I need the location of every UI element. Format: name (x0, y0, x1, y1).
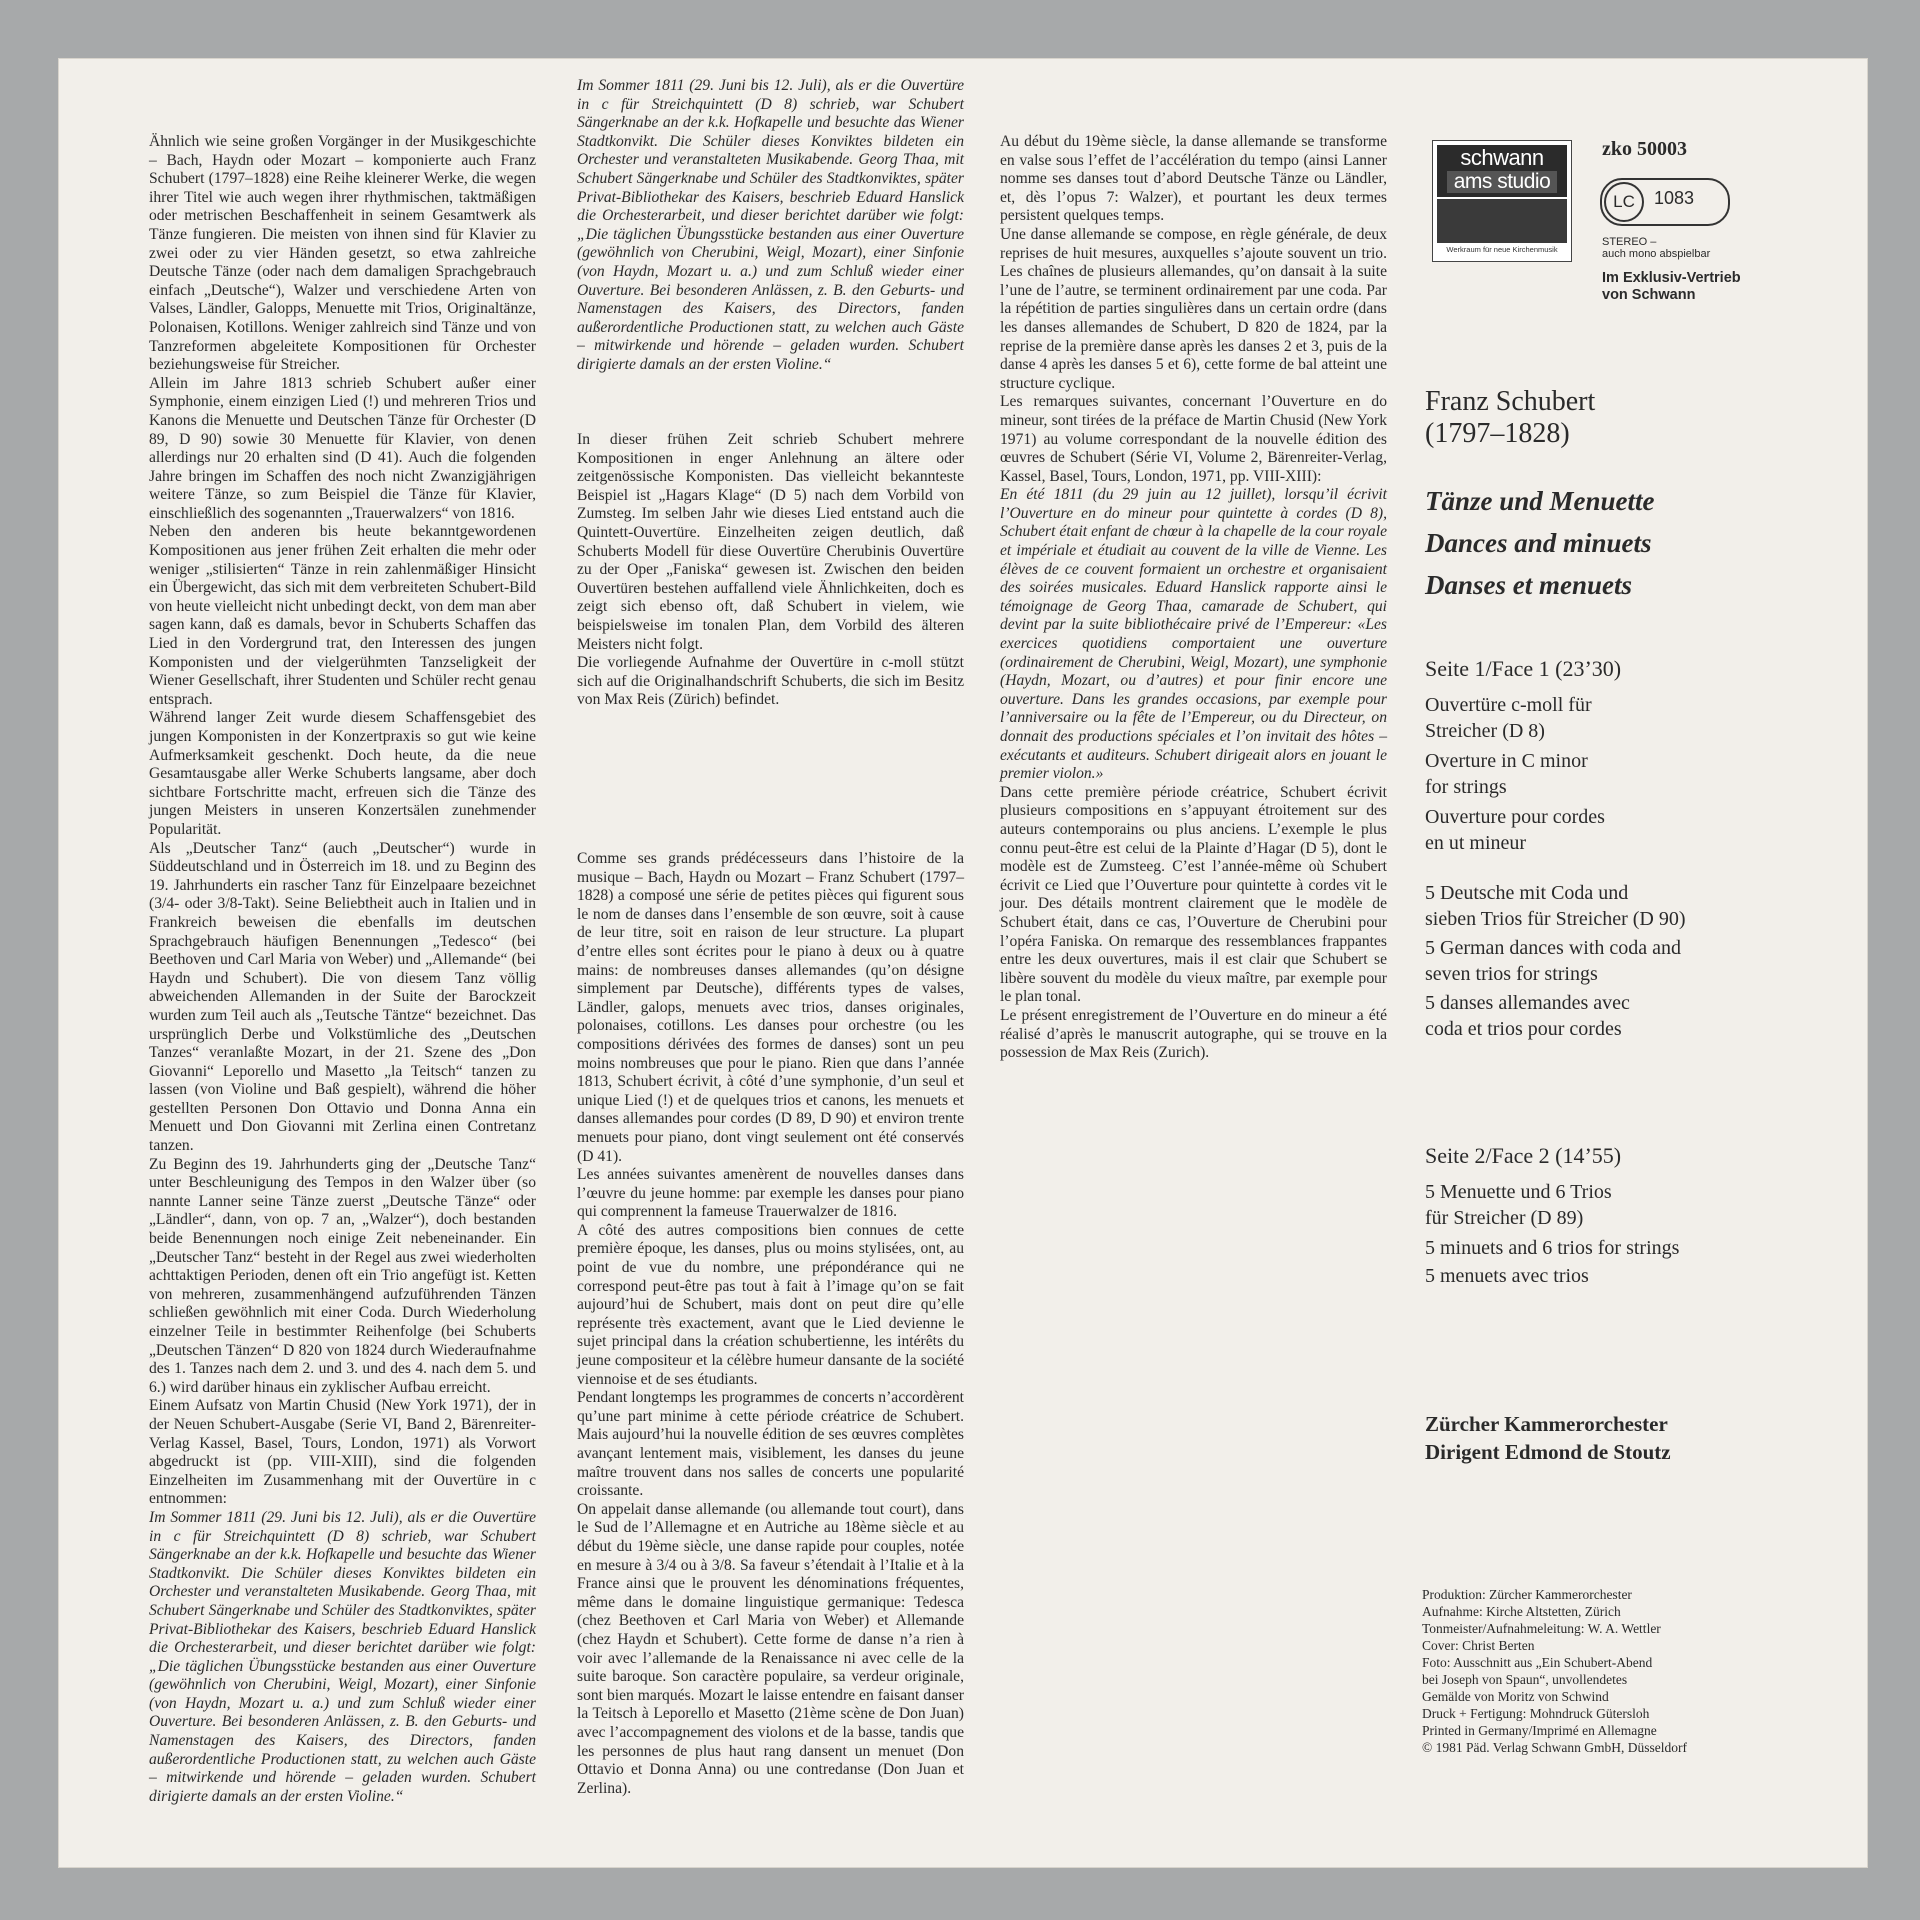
stereo-line-2: auch mono abspielbar (1602, 248, 1711, 260)
german-paragraph: Ähnlich wie seine großen Vorgänger in der Musikgeschichte – Bach, Haydn oder Mozart – komponierte auch Franz Schubert (1797–1828) eine Reihe kleinerer Werke, die wegen ihrer Titel wie auch wegen ihrer rhythmischen, taktmäßigen oder metrischen Beschaffenheit in seinem Gesamtwerk als Tänze fungieren. Die meisten von ihnen sind für Klavier zu zwei oder zu vier Händen gesetzt, so etwa zahlreiche Deutsche Tänze (oder nach dem damaligen Sprachgebrauch einfach „Deutsche“), Walzer und verschiedene Arten von Valses, Ländler, Galopps, Menuette mit Trios, Originaltänze, Polonaisen, Kotillons. Weniger zahlreich sind Tänze und von Tanzreformen abgeleitete Kompositionen für Orchester beziehungsweise für Streicher. (149, 133, 536, 374)
german-quote-text-continued: Im Sommer 1811 (29. Juni bis 12. Juli), als er die Ouvertüre in c für Streichquintett (D 8) schrieb, war Schubert Sängerknabe an der k.k. Hofkapelle und besuchte das Wiener Stadtkonvikt. Die Schüler dieses Konviktes bildeten ein Orchester und veranstalteten Musikabende. Georg Thaa, mit Schubert Sängerknabe und Schüler des Stadtkonviktes, später Privat-Bibliothekar des Kaisers, beschrieb Eduard Hanslick die Orchesterarbeit, und dieser berichtet darüber wie folgt: „Die täglichen Übungsstücke bestanden aus einer Ouverture (gewöhnlich von Cherubini, Weigl, Mozart), einer Sinfonie (von Haydn, Mozart u. a.) und zum Schluß wieder einer Ouverture. Bei besonderen Anlässen, z. B. den Geburts- und Namenstagen des Kaisers, des Directors, fanden außerordentliche Productionen statt, zu welchen auch Gäste – mitwirkende und hörende – geladen wurden. Schubert dirigierte damals an der ersten Violine.“ (577, 77, 964, 373)
distribution-note (1602, 270, 1741, 304)
side-2-heading: Seite 2/Face 2 (14’55) (1425, 1143, 1622, 1168)
logo-line-2: ams studio (1447, 171, 1557, 193)
french-liner-notes-column-2 (577, 850, 964, 1797)
side-2-work (1425, 1235, 1679, 1261)
side-2-work (1425, 1179, 1612, 1231)
work-line: coda et trios pour cordes (1425, 1018, 1622, 1040)
credit-line: bei Joseph von Spaun“, unvollendetes (1422, 1672, 1628, 1687)
french-paragraph: Dans cette première période créatrice, Schubert écrivit plusieurs compositions en s’appuyant étroitement sur des auteurs contemporains ou plus anciens. L’exemple le plus connu peut-être est celui de la Plainte d’Hagar (D 5), dont le modèle est de Zumsteeg. C’est l’année-même où Schubert écrivit ce Lied que l’Ouverture pour quintette à cordes vit le jour. Des détails montrent clairement que le modèle de Schubert était, dans ce cas, l’Ouverture de Cherubini pour l’opéra Faniska. On remarque des ressemblances frappantes entre les deux ouvertures, mais il est clair que Schubert se libère souvent du modèle du vieux maître, par exemple pour le plan tonal. (1000, 783, 1387, 1006)
stereo-line-1: STEREO – (1602, 236, 1657, 248)
german-paragraph: Während langer Zeit wurde diesem Schaffensgebiet des jungen Komponisten in der Konzertpraxis so gut wie keine Aufmerksamkeit geschenkt. Doch heute, da die neue Gesamtausgabe aller Werke Schuberts langsame, aber doch sichtbare Fortschritte macht, erfreuen sich die Tänze des jungen Meisters in unseren Konzertsälen zunehmender Popularität. (149, 709, 536, 838)
schwann-ams-studio-logo (1432, 140, 1572, 262)
title-german: Tänze und Menuette (1425, 486, 1655, 516)
label-code-number: 1083 (1654, 188, 1695, 208)
french-paragraph: A côté des autres compositions bien connues de cette première époque, les danses, plus ou moins stylisées, ont, au point de vue du nombre, une prépondérance qui ne correspond peut-être pas tout à fait à l’image qu’on se fait aujourd’hui de Schubert, mais dont on peut dire qu’elle représente très exactement, avant que le Lied devienne le sujet principal dans la création schubertienne, les intérêts du jeune compositeur et la célèbre humeur dansante de la société viennoise et de ses étudiants. (577, 1221, 964, 1388)
side-1-work (1425, 880, 1686, 932)
composer-dates: (1797–1828) (1425, 418, 1570, 449)
french-paragraph: Comme ses grands prédécesseurs dans l’histoire de la musique – Bach, Haydn ou Mozart – Franz Schubert (1797–1828) a composé une série de petites pièces qui figurent sous le nom de danses dans l’ensemble de son œuvre, soit à cause de leur titre, soit en raison de leur structure. La plupart d’entre elles sont écrites pour le piano à deux ou à quatre mains: de nombreuses danses allemandes (qu’on désigne simplement par Deutsche), différents types de valses, Ländler, galops, menuets avec trios, danses originales, polonaises, cotillons. Les danses pour orchestre (ou les compositions dérivées des formes de danses) sont un peu moins nombreuses que pour le piano. Rien que dans l’année 1813, Schubert écrivit, à côté d’une symphonie, d’un seul et unique Lied (!) et de quelques trios et canons, les menuets et danses allemandes pour cordes (D 89, D 90) et environ trente menuets pour piano, dont vingt seulement ont été conservés (D 41). (577, 850, 964, 1165)
french-paragraph: Au début du 19ème siècle, la danse allemande se transforme en valse sous l’effet de l’accélération du tempo (ainsi Lanner nomme ses danses tout d’abord Deutsche Tänze ou Ländler, et, dès l’opus 7: Walzer), et pourtant les deux termes persistent quelques temps. (1000, 133, 1387, 225)
album-titles (1425, 480, 1655, 606)
side-1-work (1425, 804, 1605, 856)
work-line: en ut mineur (1425, 832, 1527, 854)
distribution-line-1: Im Exklusiv-Vertrieb (1602, 270, 1741, 286)
french-paragraph: On appelait danse allemande (ou allemande tout court), dans le Sud de l’Allemagne et en Autriche au 18ème siècle et au début du 19ème siècle, une danse rapide pour couples, notée en mesure à 3/4 ou à 3/8. Sa faveur s’étendait à l’Italie et à la France ainsi que le prouvent les dénominations fréquentes, même dans le domaine linguistique germanique: Tedesca (chez Beethoven et Carl Maria von Weber) et Allemande (chez Haydn et Schubert). Cette forme de danse n’a rien à voir avec l’allemande de la Renaissance ni avec celle de la suite baroque. Son caractère populaire, sa verdeur originale, sont bien marqués. Mozart le laisse entendre en faisant danser la Teitsch à Leporello et Masetto (21ème scène de Don Juan) avec l’accompagnement des violons et de la basse, tandis que les personnes de plus haut rang dansent un menuet (Don Ottavio et Donna Anna) ou une contredanse (Don Juan et Zerlina). (577, 1500, 964, 1797)
side-2-work (1425, 1263, 1589, 1289)
german-liner-notes-column-2 (577, 77, 964, 710)
title-english: Dances and minuets (1425, 528, 1652, 558)
stereo-note (1602, 236, 1710, 260)
distribution-line-2: von Schwann (1602, 287, 1696, 303)
work-line: für Streicher (D 89) (1425, 1207, 1584, 1229)
work-line: 5 German dances with coda and (1425, 937, 1682, 959)
production-credits (1422, 1586, 1687, 1756)
logo-tagline: Werkraum für neue Kirchenmusik (1446, 245, 1558, 254)
lc-circle-icon: LC (1604, 182, 1644, 222)
german-paragraph: Die vorliegende Aufnahme der Ouvertüre in c-moll stützt sich auf die Originalhandschrift Schuberts, die sich im Besitz von Max Reis (Zürich) befindet. (577, 654, 964, 709)
conductor-name: Dirigent Edmond de Stoutz (1425, 1440, 1671, 1464)
french-paragraph: Pendant longtemps les programmes de concerts n’accordèrent qu’une part minime à cette période créatrice de Schubert. Mais aujourd’hui la nouvelle édition de ses œuvres complètes avançant lentement mais, visiblement, les danses du jeune maître trouvent dans nos salles de concerts une popularité croissante. (577, 1389, 964, 1500)
german-paragraph: Allein im Jahre 1813 schrieb Schubert außer einer Symphonie, einem einzigen Lied (!) und mehreren Trios und Kanons die Menuette und Deutschen Tänze für Orchester (D 89, D 90) sowie 30 Menuette für Klavier, von denen allerdings nur 20 erhalten sind (D 41). Auch die folgenden Jahre bringen im Schaffen des noch nicht Zwanzigjährigen weitere Tänze, so zum Beispiel die Tänze für Klavier, einschließlich des sogenannten „Trauerwalzers“ von 1816. (149, 374, 536, 522)
composer-name: Franz Schubert (1425, 386, 1596, 417)
french-paragraph: Les années suivantes amenèrent de nouvelles danses dans l’œuvre du jeune homme: par exemple les danses pour piano qui comprennent la fameuse Trauerwalzer de 1816. (577, 1166, 964, 1221)
german-paragraph: In dieser frühen Zeit schrieb Schubert mehrere Kompositionen in enger Anlehnung an ältere oder zeitgenössische Komponisten. Das vielleicht bekannteste Beispiel ist „Hagars Klage“ (D 5) nach dem Vorbild von Zumsteg. Im selben Jahr wie dieses Lied entstand auch die Quintett-Ouvertüre. Einzelheiten zeigen deutlich, daß Schuberts Modell für diese Ouvertüre Cherubinis Ouvertüre zu der Oper „Faniska“ gewesen ist. Zwischen den beiden Ouvertüren bestehen auffallend viele Ähnlichkeiten, doch es zeigt sich ebenso oft, daß Schubert in vielem, wie beispielsweise im tonalen Plan, dem Vorbild des älteren Meisters nicht folgt. (577, 431, 964, 653)
german-paragraph: Zu Beginn des 19. Jahrhunderts ging der „Deutsche Tanz“ unter Beschleunigung des Tempos in den Walzer über (so nannte Lanner seine Tänze zuerst „Deutsche Tänze“ oder „Ländler“, dann, von op. 7 an, „Walzer“), doch bestanden beide Benennungen noch einige Zeit nebeneinander. Ein „Deutscher Tanz“ besteht in der Regel aus zwei wiederholten achttaktigen Perioden, denen oft ein Trio angefügt ist. Ketten von mehreren, zusammenhängend aufzuführenden Tänzen schließen gewöhnlich mit einer Coda. Durch Wiederholung einzelner Teile in bestimmter Reihenfolge (bei Schuberts „Deutschen Tänzen“ D 820 von 1824 durch Wiederaufnahme des 1. Tanzes nach dem 2. und 3. und des 4. nach dem 5. und 6.) wird darüber hinaus ein zyklischer Aufbau erreicht. (149, 1155, 536, 1396)
credit-line: Cover: Christ Berten (1422, 1638, 1535, 1653)
work-line: 5 menuets avec trios (1425, 1265, 1589, 1287)
credit-line: Foto: Ausschnitt aus „Ein Schubert-Abend (1422, 1655, 1653, 1670)
orchestra-name: Zürcher Kammerorchester (1425, 1412, 1668, 1436)
composer (1425, 386, 1595, 450)
logo-dark-block (1437, 199, 1567, 243)
work-line: 5 danses allemandes avec (1425, 992, 1630, 1014)
side-1-work (1425, 990, 1630, 1042)
german-quote-continued (577, 77, 964, 431)
german-quote-text: Im Sommer 1811 (29. Juni bis 12. Juli), als er die Ouvertüre in c für Streichquintett (D 8) schrieb, war Schubert Sängerknabe an der k.k. Hofkapelle und besuchte das Wiener Stadtkonvikt. Die Schüler dieses Konviktes bildeten ein Orchester und veranstalteten Musikabende. Georg Thaa, mit Schubert Sängerknabe und Schüler des Stadtkonviktes, später Privat-Bibliothekar des Kaisers, beschrieb Eduard Hanslick die Orchesterarbeit, und dieser berichtet darüber wie folgt: „Die täglichen Übungsstücke bestanden aus einer Ouverture (gewöhnlich von Cherubini, Weigl, Mozart), einer Sinfonie (von Haydn, Mozart u. a.) und zum Schluß wieder einer Ouverture. Bei besonderen Anlässen, z. B. den Geburts- und Namenstagen des Kaisers, des Directors, fanden außerordentliche Productionen statt, zu welchen auch Gäste – mitwirkende und hörende – geladen wurden. Schubert dirigierte damals an der ersten Violine.“ (149, 1508, 536, 1805)
work-line: for strings (1425, 776, 1507, 798)
french-liner-notes-column-3 (1000, 133, 1387, 1063)
side-1-work (1425, 692, 1592, 744)
german-paragraph: Als „Deutscher Tanz“ (auch „Deutscher“) wurde in Süddeutschland und in Österreich im 18. und zu Beginn des 19. Jahrhunderts ein rascher Tanz für Einzelpaare bezeichnet (3/4- oder 3/8-Takt). Seine Beliebtheit auch in Italien und in Frankreich beweisen die ebenfalls im deutschen Sprachgebrauch häufigen Benennungen „Tedesco“ (bei Beethoven und Carl Maria von Weber) und „Allemande“ (bei Haydn und Schubert). Die von diesem Tanz völlig abweichenden Allemanden in der Suite der Barockzeit wurden zum Teil auch als „Teutsche Täntze“ bezeichnet. Das ursprünglich Derbe und Volkstümliche des „Deutschen Tanzes“ veranlaßte Mozart, in der 21. Szene des „Don Giovanni“ Leporello und Masetto „la Teitsch“ tanzen zu lassen (von Violine und Baß gespielt), während die höher gestellten Personen Don Ottavio und Donna Anna ein Menuett und Don Giovanni mit Zerlina einen Contretanz tanzen. (149, 839, 536, 1155)
work-line: Ouverture pour cordes (1425, 806, 1605, 828)
title-french: Danses et menuets (1425, 570, 1633, 600)
logo-wordmark (1437, 145, 1567, 197)
side-1-work (1425, 748, 1588, 800)
credit-line: Tonmeister/Aufnahmeleitung: W. A. Wettler (1422, 1621, 1661, 1636)
german-paragraph: Einem Aufsatz von Martin Chusid (New York 1971), der in der Neuen Schubert-Ausgabe (Serie VI, Band 2, Bärenreiter-Verlag Kassel, Basel, Tours, London, 1971) als Vorwort abgedruckt ist (pp. VIII-XIII), sind die folgenden Einzelheiten im Zusammenhang mit der Ouvertüre in c entnommen: (149, 1397, 536, 1508)
german-quote-start (149, 1508, 536, 1805)
work-line: 5 minuets and 6 trios for strings (1425, 1237, 1680, 1259)
german-liner-notes-column-1 (149, 133, 536, 1805)
performers (1425, 1410, 1671, 1466)
french-paragraph: Une danse allemande se compose, en règle générale, de deux reprises de huit mesures, auxquelles s’ajoute souvent un trio. Les chaînes de plusieurs allemandes, qu’on dansait à la suite l’une de l’autre, se terminent ordinairement par une coda. Par la répétition de parties singulières dans un certain ordre (dans les danses allemandes de Schubert, D 820 de 1824, par la reprise de la première danse après les danses 2 et 3, puis de la danse 4 après les danses 5 et 6), cette forme de bal atteint une structure cyclique. (1000, 225, 1387, 392)
french-quote: En été 1811 (du 29 juin au 12 juillet), lorsqu’il écrivit l’Ouverture en do mineur pour quintette à cordes (D 8), Schubert était enfant de chœur à la chapelle de la cour royale et impériale et étudiait au couvent de la ville de Vienne. Les élèves de ce couvent formaient un orchestre et organisaient des soirées musicales. Eduard Hanslick rapporte ainsi le témoignage de Georg Thaa, camarade de Schubert, qui devint par la suite bibliothécaire privé de l’Empereur: «Les exercices quotidiens comportaient une ouverture (ordinairement de Cherubini, Weigl, Mozart), une symphonie (Haydn, Mozart, ou d’autres) et pour finir encore une ouverture. Dans les grandes occasions, par exemple pour l’anniversaire ou la fête de l’Empereur, ou du Directeur, on donnait des productions spéciales et l’on invitait des hôtes – exécutants et auditeurs. Schubert dirigeait alors en jouant le premier violon.» (1000, 486, 1387, 783)
work-line: sieben Trios für Streicher (D 90) (1425, 908, 1686, 930)
work-line: Ouvertüre c-moll für (1425, 694, 1592, 716)
credit-line: Druck + Fertigung: Mohndruck Gütersloh (1422, 1706, 1650, 1721)
french-paragraph: Les remarques suivantes, concernant l’Ouverture en do mineur, sont tirées de la préface de Martin Chusid (New York 1971) au volume correspondant de la nouvelle édition des œuvres de Schubert (Série VI, Volume 2, Bärenreiter-Verlag, Kassel, Basel, Tours, London, 1971, pp. VIII-XIII): (1000, 393, 1387, 485)
credit-line: Gemälde von Moritz von Schwind (1422, 1689, 1609, 1704)
work-line: 5 Menuette und 6 Trios (1425, 1181, 1612, 1203)
credit-line: Produktion: Zürcher Kammerorchester (1422, 1587, 1632, 1602)
work-line: seven trios for strings (1425, 963, 1598, 985)
french-paragraph: Le présent enregistrement de l’Ouverture en do mineur a été réalisé d’après le manuscrit autographe, qui se trouve en la possession de Max Reis (Zurich). (1000, 1006, 1387, 1062)
credit-line: Aufnahme: Kirche Altstetten, Zürich (1422, 1604, 1621, 1619)
credit-line: © 1981 Päd. Verlag Schwann GmbH, Düsseldorf (1422, 1740, 1687, 1755)
side-1-work (1425, 935, 1681, 987)
catalog-number: zko 50003 (1602, 138, 1687, 160)
work-line: 5 Deutsche mit Coda und (1425, 882, 1629, 904)
label-code-badge (1600, 178, 1730, 226)
work-line: Streicher (D 8) (1425, 720, 1545, 742)
side-1-heading: Seite 1/Face 1 (23’30) (1425, 656, 1622, 681)
work-line: Overture in C minor (1425, 750, 1588, 772)
german-paragraph: Neben den anderen bis heute bekanntgewordenen Kompositionen aus jener frühen Zeit erhalten die mehr oder weniger „stilisierten“ Tänze in rein zahlenmäßiger Hinsicht ein Übergewicht, das sich mit dem verbreiteten Schubert-Bild von heute vielleicht nicht unbedingt deckt, von dem man aber sagen kann, daß es damals, bevor in Schuberts Schaffen das Lied in den Vordergrund trat, den Interessen des jungen Komponisten und der vielgerühmten Tanzseligkeit der Wiener Gesellschaft, ihrer Studenten und Schüler recht genau entsprach. (149, 523, 536, 708)
logo-line-1: schwann (1460, 145, 1544, 170)
credit-line: Printed in Germany/Imprimé en Allemagne (1422, 1723, 1657, 1738)
